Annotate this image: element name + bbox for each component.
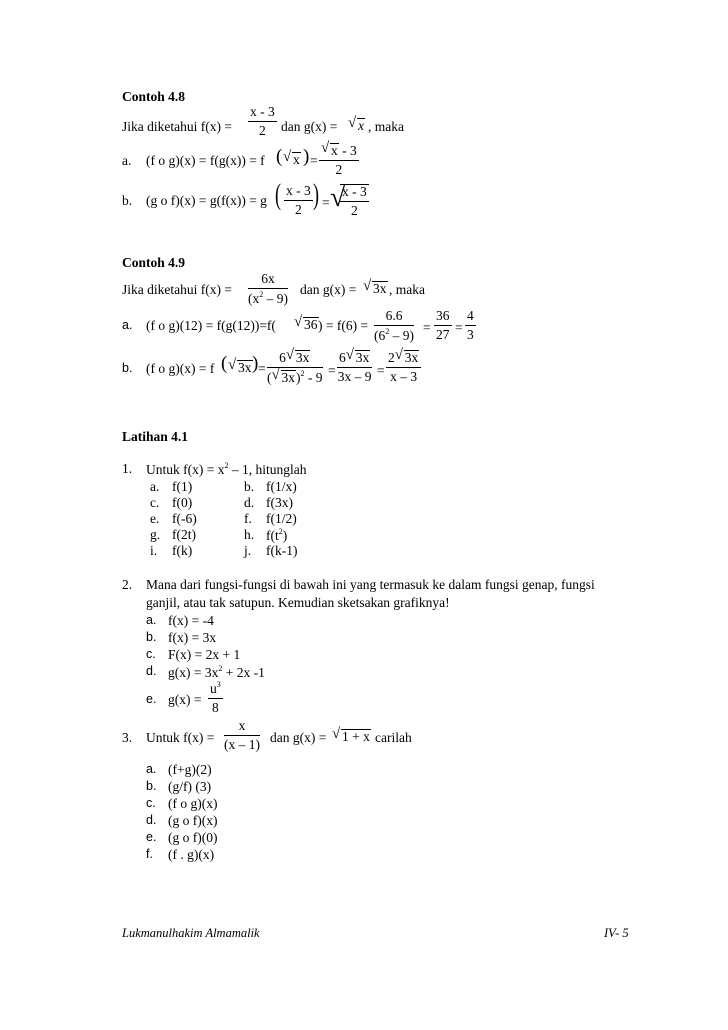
fraction-6-root-3x-over-3x-minus-9: 6 √ 3x 3x – 9 [337, 347, 372, 385]
q3-item-a-text: (f+g)(2) [168, 762, 212, 777]
fraction-u3-over-8: $\frac{u^3}{8}$ [210, 680, 221, 715]
fraction-sqrt-x-minus-3: √ x - 3 2 [321, 140, 357, 178]
fraction-36-27: $\frac{36}{27}$ [436, 308, 450, 342]
contoh-4-8-intro-post: , maka [368, 119, 404, 134]
equals-sign: = [328, 363, 336, 378]
sqrt-x: √ x [283, 149, 300, 167]
fraction-x-over-x-minus-1: $\frac{x}{(x - 1)}$ [224, 718, 260, 752]
q1-item-f-label: f. [244, 511, 252, 526]
q3-text-pre: Untuk f(x) = [146, 730, 215, 745]
sqrt-symbol: √ [330, 182, 346, 213]
q1-item-d-text: f(3x) [266, 495, 293, 510]
q1-item-h-label: h. [244, 527, 255, 542]
contoh-4-9-intro-post: , maka [389, 282, 425, 297]
q2-item-e-label: e. [146, 692, 157, 706]
fraction-f-x: $\frac{x - 3}{2}$ [250, 104, 275, 138]
fraction-6-6: $\frac{6.6}{(6^2 - 9)}$ [374, 308, 414, 343]
q1-item-c-text: f(0) [172, 495, 193, 510]
q3-text-mid: dan g(x) = [270, 730, 327, 745]
contoh-4-9-b-text: (f o g)(x) = f [146, 361, 215, 376]
close-paren: ) [252, 353, 259, 374]
equals-sign: = [322, 195, 330, 210]
q2-item-c-label: c. [146, 647, 156, 661]
equals-sign: = [377, 363, 385, 378]
equals-sign: = [423, 320, 431, 335]
fraction-x-minus-3-over-2: $\frac{x - 3}{2}$ [286, 183, 311, 217]
q2-item-a-text: f(x) = -4 [168, 613, 214, 628]
q3-text-post: carilah [375, 730, 412, 745]
contoh-4-9-b-label: b. [122, 361, 133, 375]
q1-text: Untuk $f(x) = x^2 - 1$, hitunglah [146, 461, 307, 477]
q2-item-c-text: F(x) = 2x + 1 [168, 647, 241, 662]
q1-number: 1. [122, 461, 133, 476]
q1-item-c-label: c. [150, 495, 160, 510]
contoh-4-8-a-label: a. [122, 153, 132, 168]
contoh-4-8-b-label: b. [122, 193, 133, 208]
q2-text-line1: Mana dari fungsi-fungsi di bawah ini yang termasuk ke dalam fungsi genap, fungsi [146, 577, 595, 592]
q2-number: 2. [122, 577, 133, 592]
sqrt-1-plus-x: √ 1 + x [332, 726, 370, 744]
q3-item-c-label: c. [146, 796, 156, 810]
close-paren: ) [303, 146, 310, 167]
q2-item-b-text: f(x) = 3x [168, 630, 217, 645]
q3-item-f-label: f. [146, 847, 153, 861]
close-paren: ) [313, 178, 319, 211]
q2-item-b-label: b. [146, 630, 157, 644]
q2-item-e-text: g(x) = [168, 692, 202, 707]
sqrt-36: √ 36 [294, 314, 318, 332]
contoh-4-8-intro-mid: dan g(x) = [281, 119, 338, 134]
fraction-6x-over-x2-minus-9: $\frac{6x}{(x^2 - 9)}$ [248, 271, 288, 306]
sqrt-g-x: √ x [348, 115, 364, 133]
q3-number: 3. [122, 730, 133, 745]
footer-author: Lukmanulhakim Almamalik [122, 926, 260, 940]
q1-item-e-label: e. [150, 511, 160, 526]
contoh-4-8-intro-pre: Jika diketahui f(x) = [122, 119, 232, 134]
q1-item-i-text: f(k) [172, 543, 193, 558]
sqrt-3x: √ 3x [228, 357, 252, 375]
equals-sign: = [310, 153, 318, 168]
q2-text-line2: ganjil, atau tak satupun. Kemudian sketsakan grafiknya! [146, 595, 450, 610]
q1-item-a-text: f(1) [172, 479, 193, 494]
q3-item-e-text: (g o f)(0) [168, 830, 218, 845]
q3-item-b-text: (g/f) (3) [168, 779, 212, 794]
q3-item-d-label: d. [146, 813, 157, 827]
contoh-4-9-a-text1: (f o g)(12) = f(g(12))=f( [146, 318, 276, 333]
q1-item-g-text: f(2t) [172, 527, 196, 542]
equals-sign: = [258, 361, 266, 376]
q1-item-f-text: f(1/2) [266, 511, 297, 526]
q3-item-f-text: (f . g)(x) [168, 847, 215, 862]
footer-page-number: IV- 5 [604, 926, 629, 940]
q3-item-b-label: b. [146, 779, 157, 793]
contoh-4-8-title: Contoh 4.8 [122, 89, 186, 104]
q1-item-a-label: a. [150, 479, 160, 494]
fraction-6-root-3x-over-root-3x-sq-minus-9: 6 √ 3x ( √ 3x)$^2$ - 9 [267, 347, 323, 386]
q3-item-d-text: (g o f)(x) [168, 813, 218, 828]
q1-item-j-label: j. [244, 543, 252, 558]
contoh-4-9-a-label: a. [122, 318, 133, 332]
contoh-4-9-a-text2: ) = f(6) = [318, 318, 369, 333]
contoh-4-9-intro-pre: Jika diketahui f(x) = [122, 282, 232, 297]
q1-item-b-label: b. [244, 479, 255, 494]
fraction-x-minus-3-over-2-under-root: $\frac{x - 3}{2}$ [342, 184, 367, 218]
q2-item-d-text: $g(x) = 3x^2 + 2x$ -1 [168, 664, 265, 680]
open-paren: ( [221, 353, 228, 374]
open-paren: ( [275, 178, 281, 211]
contoh-4-8-a-text: (f o g)(x) = f(g(x)) = f [146, 153, 265, 168]
contoh-4-9-title: Contoh 4.9 [122, 255, 186, 270]
sqrt-3x: √ 3x [363, 278, 387, 296]
q1-item-d-label: d. [244, 495, 255, 510]
q1-item-g-label: g. [150, 527, 161, 542]
fraction-2-root-3x-over-x-minus-3: 2 √ 3x x – 3 [386, 350, 421, 384]
open-paren: ( [276, 146, 283, 167]
q1-item-b-text: f(1/x) [266, 479, 297, 494]
equals-sign: = [455, 320, 463, 335]
q3-item-e-label: e. [146, 830, 157, 844]
contoh-4-8-b-text: (g o f)(x) = g(f(x)) = g [146, 193, 267, 208]
fraction-4-3: $\frac{4}{3}$ [467, 308, 474, 342]
q2-item-d-label: d. [146, 664, 157, 678]
contoh-4-9-intro-mid: dan g(x) = [300, 282, 357, 297]
q1-item-e-text: f(-6) [172, 511, 197, 526]
latihan-4-1-title: Latihan 4.1 [122, 429, 189, 444]
q3-item-c-text: (f o g)(x) [168, 796, 218, 811]
q1-item-h-text: $f(t^2)$ [266, 527, 288, 543]
q1-item-i-label: i. [150, 543, 158, 558]
q2-item-a-label: a. [146, 613, 157, 627]
q1-item-j-text: f(k-1) [266, 543, 298, 558]
q3-item-a-label: a. [146, 762, 157, 776]
